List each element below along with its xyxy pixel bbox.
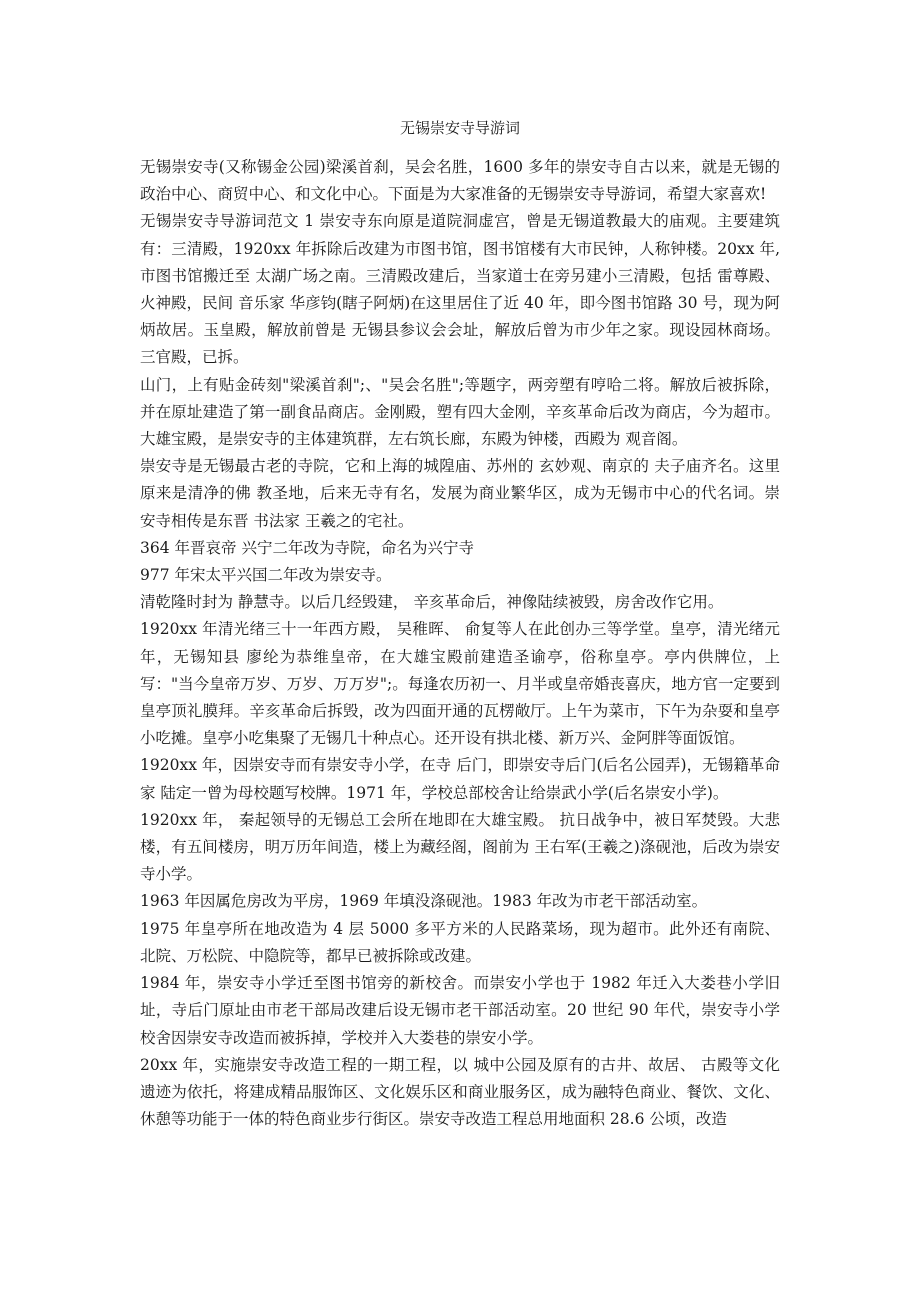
paragraph: 20xx 年，实施崇安寺改造工程的一期工程，以 城中公园及原有的古井、故居、 古殿等文化遗迹为依托，将建成精品服饰区、文化娱乐区和商业服务区，成为融特色商业、餐饮、文化、休憩等功能于一体的特色商业步行街区。崇安寺改造工程总用地面积 28.6 公顷，改造	[140, 1055, 780, 1129]
document-body	[140, 154, 780, 1133]
paragraph: 崇安寺是无锡最古老的寺院，它和上海的城隍庙、苏州的 玄妙观、南京的 夫子庙齐名。这里原来是清净的佛 教圣地，后来无寺有名，发展为商业繁华区，成为无锡市中心的代名词。崇安寺相传是东晋 书法家 王羲之的宅社。	[140, 457, 780, 530]
document-title: 无锡崇安寺导游词	[399, 119, 520, 137]
paragraph: 1963 年因属危房改为平房，1969 年填没涤砚池。1983 年改为市老干部活动室。	[140, 892, 708, 911]
paragraph: 1920xx 年清光绪三十一年西方殿， 吴稚晖、 俞复等人在此创办三等学堂。皇亭，清光绪元年，无锡知县 廖纶为恭维皇帝，在大雄宝殿前建造圣谕亭，俗称皇亭。亭内供牌位，上写："当今皇帝万岁、万岁、万万岁";。每逢农历初一、月半或皇帝婚丧喜庆，地方官一定要到皇亭顶礼膜拜。辛亥革命后拆毁，改为四面开通的瓦楞敞厅。上午为菜市，下午为杂耍和皇亭小吃摊。皇亭小吃集聚了无锡几十种点心。还开设有拱北楼、新万兴、金阿胖等面饭馆。	[140, 620, 780, 748]
paragraph: 977 年宋太平兴国二年改为崇安寺。	[140, 566, 392, 585]
paragraph: 无锡崇安寺导游词范文 1 崇安寺东向原是道院洞虚宫，曾是无锡道教最大的庙观。主要建筑有：三清殿，1920xx 年拆除后改建为市图书馆，图书馆楼有大市民钟，人称钟楼。20xx 年,市图书馆搬迁至 太湖广场之南。三清殿改建后，当家道士在旁另建小三清殿，包括 雷尊殿、火神殿，民间 音乐家 华彦钧(瞎子阿炳)在这里居住了近 40 年，即今图书馆路 30 号，现为阿炳故居。玉皇殿，解放前曾是 无锡县参议会会址，解放后曾为市少年之家。现设园林商场。三官殿，已拆。	[140, 212, 780, 367]
paragraph: 山门，上有贴金砖刻"梁溪首刹";、"吴会名胜";等题字，两旁塑有哼哈二将。解放后被拆除，并在原址建造了第一副食品商店。金刚殿，塑有四大金刚，辛亥革命后改为商店，今为超市。大雄宝殿，是崇安寺的主体建筑群，左右筑长廊，东殿为钟楼，西殿为 观音阁。	[140, 375, 780, 449]
paragraph: 无锡崇安寺(又称锡金公园)梁溪首刹，吴会名胜，1600 多年的崇安寺自古以来，就是无锡的政治中心、商贸中心、和文化中心。下面是为大家准备的无锡崇安寺导游词，希望大家喜欢!	[140, 158, 780, 204]
paragraph: 1920xx 年， 秦起领导的无锡总工会所在地即在大雄宝殿。 抗日战争中，被日军焚毁。大悲楼，有五间楼房，明万历年间造，楼上为藏经阁，阁前为 王右军(王羲之)涤砚池，后改为崇安寺小学。	[140, 810, 780, 884]
paragraph: 1920xx 年，因崇安寺而有崇安寺小学，在寺 后门，即崇安寺后门(后名公园弄)，无锡籍革命家 陆定一曾为母校题写校牌。1971 年，学校总部校舍让给崇武小学(后名崇安小学)。	[140, 756, 780, 802]
paragraph: 1975 年皇亭所在地改造为 4 层 5000 多平方米的人民路菜场，现为超市。此外还有南院、北院、万松院、中隐院等，都早已被拆除或改建。	[140, 919, 780, 965]
paragraph: 1984 年，崇安寺小学迁至图书馆旁的新校舍。而崇安小学也于 1982 年迁入大娄巷小学旧址，寺后门原址由市老干部局改建后设无锡市老干部活动室。20 世纪 90 年代，崇安寺小学校舍因崇安寺改造而被拆掉，学校并入大娄巷的崇安小学。	[140, 974, 780, 1047]
paragraph: 清乾隆时封为 静慧寺。以后几经毁建， 辛亥革命后，神像陆续被毁，房舍改作它用。	[140, 593, 724, 612]
paragraph: 364 年晋哀帝 兴宁二年改为寺院，命名为兴宁寺	[140, 538, 474, 557]
